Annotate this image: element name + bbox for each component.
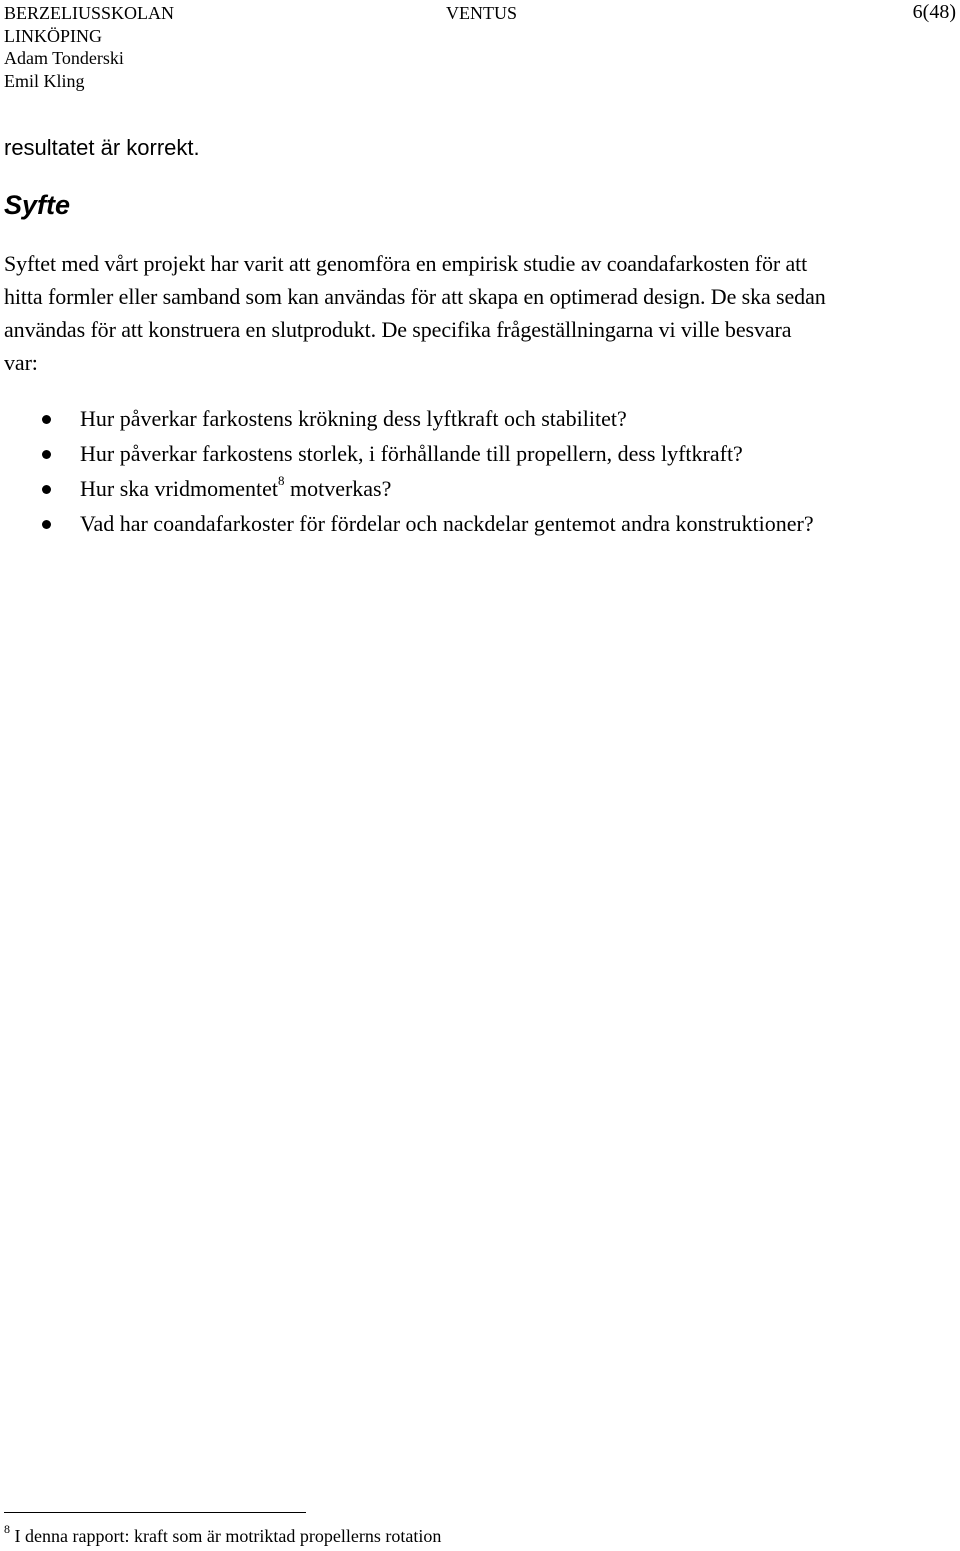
question-text: Hur påverkar farkostens storlek, i förhållande till propellern, dess lyftkraft? xyxy=(80,441,743,466)
list-item xyxy=(0,474,814,509)
footnote-divider xyxy=(4,1512,306,1513)
question-list xyxy=(0,404,814,544)
page-number: 6(48) xyxy=(912,1,956,23)
paragraph-line: var: xyxy=(4,350,38,375)
question-text: Hur ska vridmomentet xyxy=(80,476,278,501)
bullet-icon xyxy=(42,450,51,459)
header-author-2: Emil Kling xyxy=(4,70,85,91)
bullet-icon xyxy=(42,520,51,529)
footnote-number: 8 xyxy=(4,1522,10,1536)
question-text: Vad har coandafarkoster för fördelar och nackdelar gentemot andra konstruktioner? xyxy=(80,511,814,536)
question-text-after: motverkas? xyxy=(284,476,392,501)
footnote xyxy=(4,1522,442,1547)
header-city: LINKÖPING xyxy=(4,25,102,46)
header-author-1: Adam Tonderski xyxy=(4,48,124,68)
list-item xyxy=(0,439,814,474)
question-text: Hur påverkar farkostens krökning dess lyftkraft och stabilitet? xyxy=(80,406,627,431)
section-paragraph xyxy=(4,247,960,379)
footnote-reference: 8 xyxy=(277,472,285,488)
header-school-block xyxy=(4,2,174,92)
footnote-text: I denna rapport: kraft som är motriktad propellerns rotation xyxy=(10,1526,442,1546)
paragraph-line: Syftet med vårt projekt har varit att genomföra en empirisk studie av coandafarkosten för att xyxy=(4,251,808,276)
section-heading: Syfte xyxy=(4,190,71,220)
list-item xyxy=(0,404,814,439)
bullet-icon xyxy=(42,485,51,494)
bullet-icon xyxy=(42,415,51,424)
header-school-name: BERZELIUSSKOLAN xyxy=(4,3,174,23)
header-project-title: VENTUS xyxy=(446,3,517,23)
continuation-text: resultatet är korrekt. xyxy=(4,135,200,160)
list-item xyxy=(0,509,814,544)
paragraph-line: hitta formler eller samband som kan användas för att skapa en optimerad design. De ska sedan xyxy=(4,284,826,309)
paragraph-line: användas för att konstruera en slutprodukt. De specifika frågeställningarna vi ville besvara xyxy=(4,317,792,342)
